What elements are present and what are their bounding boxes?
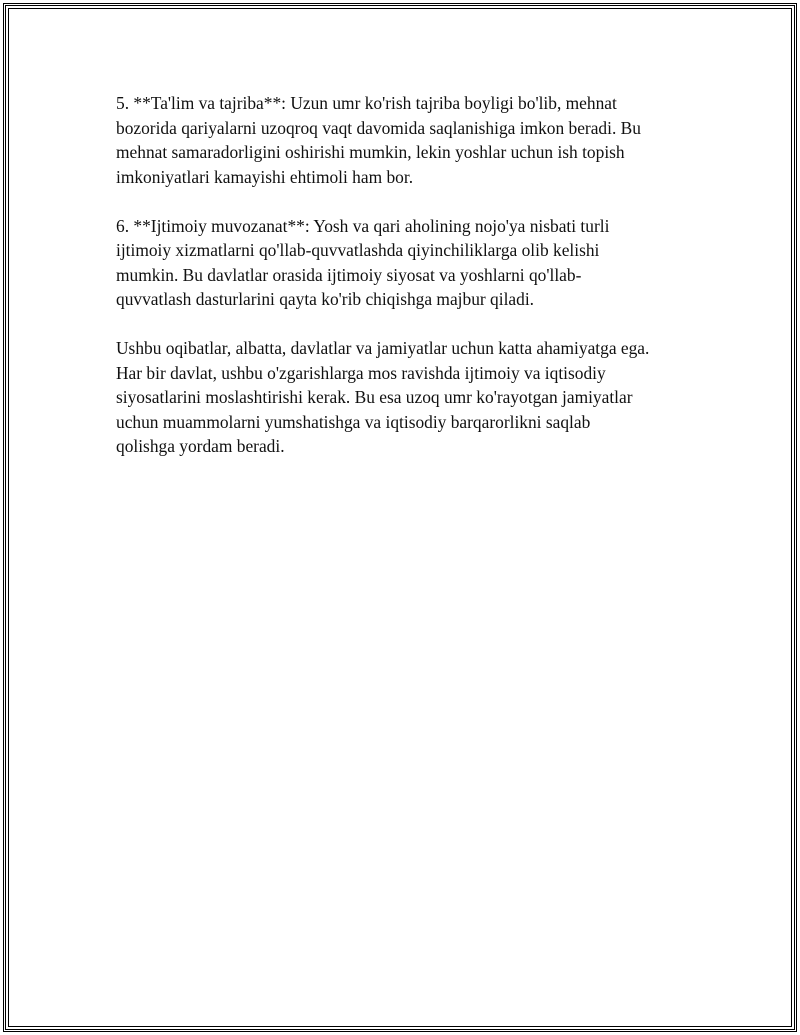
text-line: 6. **Ijtimoiy muvozanat**: Yosh va qari aholining nojo'ya nisbati turli [116, 215, 610, 236]
text-line: 5. **Ta'lim va tajriba**: Uzun umr ko'rish tajriba boyligi bo'lib, mehnat [116, 93, 617, 113]
paragraph-conclusion [116, 336, 696, 459]
text-line: uchun muammolarni yumshatishga va iqtisodiy barqarorlikni saqlab [116, 411, 591, 432]
document-body [116, 91, 696, 483]
text-line: imkoniyatlari kamayishi ehtimoli ham bor. [116, 166, 414, 187]
paragraph-ijtimoiy-muvozanat [116, 214, 696, 312]
text-line: mehnat samaradorligini oshirishi mumkin, lekin yoshlar uchun ish topish [116, 142, 625, 162]
text-line: Har bir davlat, ushbu o'zgarishlarga mos ravishda ijtimoiy va iqtisodiy [116, 362, 606, 383]
text-line: bozorida qariyalarni uzoqroq vaqt davomida saqlanishiga imkon beradi. Bu [116, 117, 641, 138]
text-line: siyosatlarini moslashtirishi kerak. Bu esa uzoq umr ko'rayotgan jamiyatlar [116, 387, 633, 407]
text-line: mumkin. Bu davlatlar orasida ijtimoiy siyosat va yoshlarni qo'llab- [116, 264, 582, 285]
paragraph-talim-va-tajriba [116, 91, 696, 189]
text-line: qolishga yordam beradi. [116, 436, 285, 456]
text-line: quvvatlash dasturlarini qayta ko'rib chiqishga majbur qiladi. [116, 289, 534, 309]
text-line: Ushbu oqibatlar, albatta, davlatlar va jamiyatlar uchun katta ahamiyatga ega. [116, 338, 650, 358]
text-line: ijtimoiy xizmatlarni qo'llab-quvvatlashda qiyinchiliklarga olib kelishi [116, 240, 600, 260]
